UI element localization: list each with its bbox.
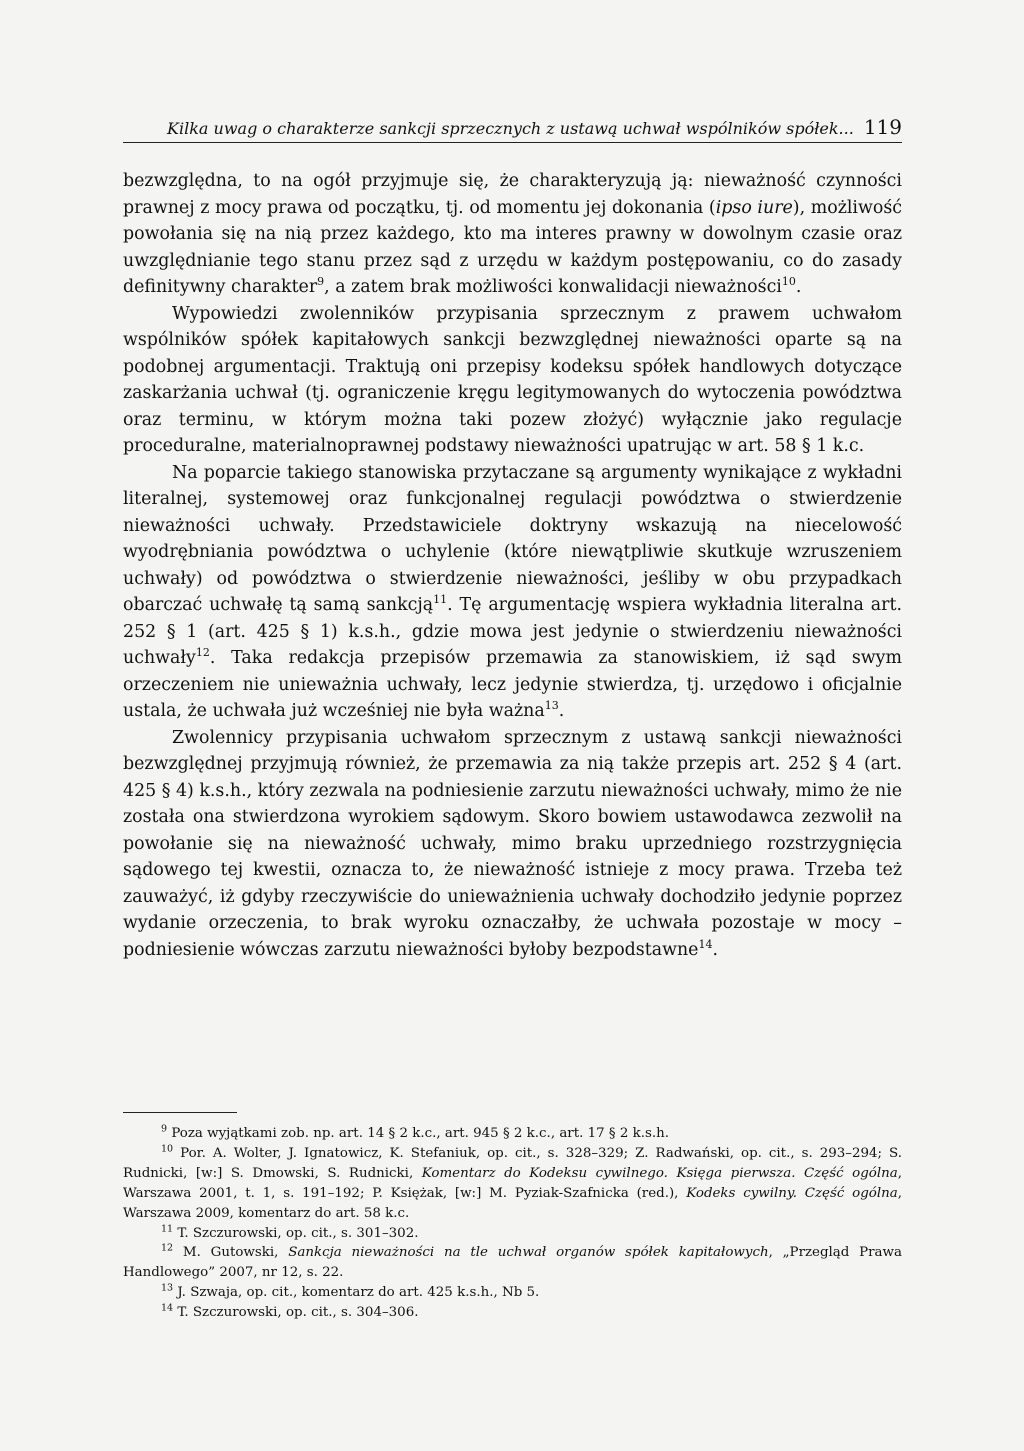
footnote-12: $^{12}$ M. Gutowski, Sankcja nieważności na tle uchwał organów spółek kapitałowych, „Przegląd Prawa Handlowego” 2007, nr 12, s. 22. <box>123 1242 902 1281</box>
footnote-ref-12: 12 <box>195 646 210 660</box>
paragraph-2: Wypowiedzi zwolenników przypisania sprzecznym z prawem uchwałom wspólników spółek kapitałowych sankcji bezwzględnej nieważności oparte są na podobnej argumentacji. Traktują oni przepisy kodeksu spółek handlowych dotyczące zaskarżania uchwał (tj. ograniczenie kręgu legitymowanych do wytoczenia powództwa oraz terminu, w którym można taki pozew złożyć) wyłącznie jako regulacje proceduralne, materialnoprawnej podstawy nieważności upatrując w art. 58 § 1 k.c. <box>123 303 902 456</box>
footnote-divider <box>123 1112 237 1113</box>
running-header <box>123 112 902 143</box>
footnote-ref-11: 11 <box>433 593 448 607</box>
footnote-ref-13: 13 <box>544 699 559 713</box>
footnote-10: $^{10}$ Por. A. Wolter, J. Ignatowicz, K. Stefaniuk, op. cit., s. 328–329; Z. Radwański, op. cit., s. 293–294; S. Rudnicki, [w:] S. Dmowski, S. Rudnicki, Komentarz do Kodeksu cywilnego. Księga pierwsza. Część ogólna, Warszawa 2001, t. 1, s. 191–192; P. Księżak, [w:] M. Pyziak-Szafnicka (red.), Kodeks cywilny. Część ogólna, Warszawa 2009, komentarz do art. 58 k.c. <box>123 1143 902 1221</box>
footnote-ref-9: 9 <box>317 275 325 289</box>
footnotes <box>123 1124 902 1323</box>
footnote-9: $^9$ Poza wyjątkami zob. np. art. 14 § 2 k.c., art. 945 § 2 k.c., art. 17 § 2 k.s.h. <box>161 1123 670 1141</box>
footnote-14: $^{14}$ T. Szczurowski, op. cit., s. 304–306. <box>161 1302 419 1321</box>
paragraph-1: bezwzględna, to na ogół przyjmuje się, że charakteryzują ją: nieważność czynności prawnej z mocy prawa od początku, tj. od momentu jej dokonania (ipso iure), możliwość powołania się na nią przez każdego, kto ma interes prawny w dowolnym czasie oraz uwzględnianie tego stanu przez sąd z urzędu w każdym postępowaniu, co do zasady definitywny charakter$^9$, a zatem brak możliwości konwalidacji nieważności$^{10}$. <box>123 171 902 297</box>
main-text <box>123 168 902 963</box>
running-title: Kilka uwag o charakterze sankcji sprzecznych z ustawą uchwał wspólników spółek... <box>167 119 854 138</box>
footnote-ref-10: 10 <box>781 275 796 289</box>
footnote-13: $^{13}$ J. Szwaja, op. cit., komentarz do art. 425 k.s.h., Nb 5. <box>161 1282 540 1301</box>
footnote-11: $^{11}$ T. Szczurowski, op. cit., s. 301–302. <box>161 1223 419 1241</box>
paragraph-4: Zwolennicy przypisania uchwałom sprzecznym z ustawą sankcji nieważności bezwzględnej przyjmują również, że przemawia za nią także przepis art. 252 § 4 (art. 425 § 4) k.s.h., który zezwala na podniesienie zarzutu nieważności uchwały, mimo że nie została ona stwierdzona wyrokiem sądowym. Skoro bowiem ustawodawca zezwolił na powołanie się na nieważność uchwały, mimo braku uprzedniego rozstrzygnięcia sądowego tej kwestii, oznacza to, że nieważność istnieje z mocy prawa. Trzeba też zauważyć, iż gdyby rzeczywiście do unieważnienia uchwały dochodziło jedynie poprzez wydanie orzeczenia, to brak wyroku oznaczałby, że uchwała pozostaje w mocy – podniesienie wówczas zarzutu nieważności byłoby bezpodstawne$^{14}$. <box>123 727 902 960</box>
footnote-ref-14: 14 <box>698 937 713 951</box>
paragraph-3: Na poparcie takiego stanowiska przytaczane są argumenty wynikające z wykładni literalnej, systemowej oraz funkcjonalnej regulacji powództwa o stwierdzenie nieważności uchwały. Przedstawiciele doktryny wskazują na niecelowość wyodrębniania powództwa o uchylenie (które niewątpliwie skutkuje wzruszeniem uchwały) od powództwa o stwierdzenie nieważności, jeśliby w obu przypadkach obarczać uchwałę tą samą sankcją$^{11}$. Tę argumentację wspiera wykładnia literalna art. 252 § 1 (art. 425 § 1) k.s.h., gdzie mowa jest jedynie o stwierdzeniu nieważności uchwały$^{12}$. Taka redakcja przepisów przemawia za stanowiskiem, iż sąd swym orzeczeniem nie unieważnia uchwały, lecz jedynie stwierdza, tj. urzędowo i oficjalnie ustala, że uchwała już wcześniej nie była ważna$^{13}$. <box>123 462 902 721</box>
page-number: 119 <box>863 115 902 139</box>
